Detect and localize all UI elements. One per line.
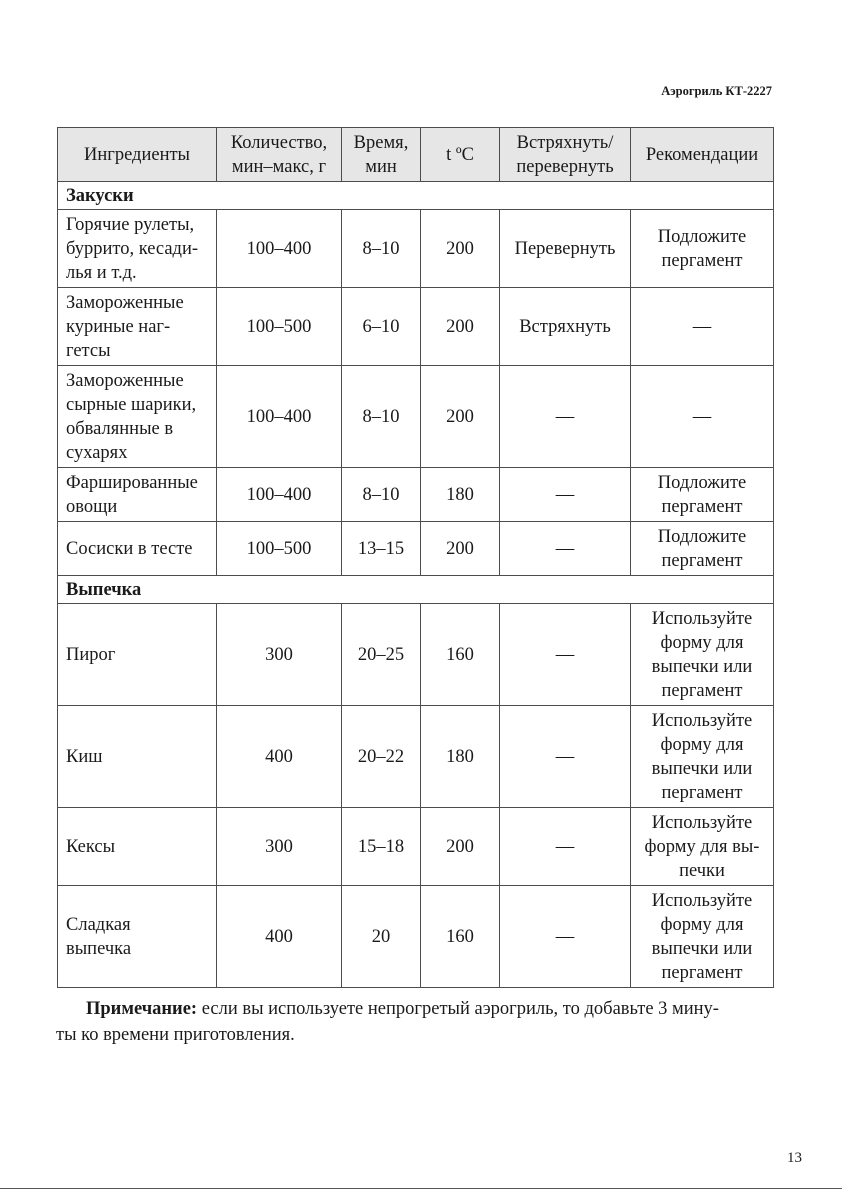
- document-header: Аэрогриль КТ-2227: [661, 84, 772, 98]
- note-text: если вы используете непрогретый аэрогриль, то добавьте 3 мину- ты ко времени приготовления.: [56, 999, 719, 1045]
- temperature-cell: 200: [421, 366, 500, 468]
- table-row: [58, 288, 774, 366]
- ingredient-cell: Сладкая выпечка: [58, 886, 217, 988]
- note-paragraph: [56, 996, 772, 1048]
- shake-cell: —: [500, 886, 631, 988]
- ingredient-cell: Замороженные сырные шарики, обвалянные в сухарях: [58, 366, 217, 468]
- shake-cell: —: [500, 808, 631, 886]
- temperature-cell: 160: [421, 604, 500, 706]
- quantity-cell: 100–400: [217, 366, 342, 468]
- ingredient-cell: Киш: [58, 706, 217, 808]
- recommendation-cell: Подложите пергамент: [631, 522, 774, 576]
- col-quantity: Количество, мин–макс, г: [217, 128, 342, 182]
- shake-cell: —: [500, 706, 631, 808]
- col-temperature: t ºC: [421, 128, 500, 182]
- time-cell: 6–10: [342, 288, 421, 366]
- ingredient-cell: Замороженные куриные наг- гетсы: [58, 288, 217, 366]
- ingredient-cell: Пирог: [58, 604, 217, 706]
- table-header-row: [58, 128, 774, 182]
- ingredient-cell: Фаршированные овощи: [58, 468, 217, 522]
- time-cell: 20–25: [342, 604, 421, 706]
- quantity-cell: 100–500: [217, 522, 342, 576]
- ingredient-cell: Горячие рулеты, буррито, кесади- лья и т.д.: [58, 210, 217, 288]
- time-cell: 20: [342, 886, 421, 988]
- recommendation-cell: Используйте форму для вы- печки: [631, 808, 774, 886]
- temperature-cell: 200: [421, 522, 500, 576]
- recommendation-cell: —: [631, 288, 774, 366]
- table-row: [58, 604, 774, 706]
- col-shake-flip: Встряхнуть/ перевернуть: [500, 128, 631, 182]
- temperature-cell: 160: [421, 886, 500, 988]
- shake-cell: Встряхнуть: [500, 288, 631, 366]
- shake-cell: —: [500, 366, 631, 468]
- col-time: Время, мин: [342, 128, 421, 182]
- temperature-cell: 200: [421, 288, 500, 366]
- quantity-cell: 400: [217, 886, 342, 988]
- time-cell: 8–10: [342, 468, 421, 522]
- quantity-cell: 100–500: [217, 288, 342, 366]
- shake-cell: —: [500, 604, 631, 706]
- temperature-cell: 180: [421, 468, 500, 522]
- quantity-cell: 400: [217, 706, 342, 808]
- recommendation-cell: —: [631, 366, 774, 468]
- recommendation-cell: Подложите пергамент: [631, 468, 774, 522]
- section-title: Закуски: [58, 182, 774, 210]
- ingredient-cell: Сосиски в тесте: [58, 522, 217, 576]
- note-label: Примечание:: [86, 999, 198, 1019]
- quantity-cell: 100–400: [217, 468, 342, 522]
- temperature-cell: 200: [421, 210, 500, 288]
- ingredient-cell: Кексы: [58, 808, 217, 886]
- page-number: 13: [787, 1150, 802, 1166]
- section-row: [58, 182, 774, 210]
- recommendation-cell: Используйте форму для выпечки или пергамент: [631, 604, 774, 706]
- table-row: [58, 522, 774, 576]
- footer-divider: [0, 1188, 842, 1189]
- time-cell: 20–22: [342, 706, 421, 808]
- recommendation-cell: Используйте форму для выпечки или пергамент: [631, 706, 774, 808]
- table-row: [58, 468, 774, 522]
- section-title: Выпечка: [58, 576, 774, 604]
- recommendation-cell: Подложите пергамент: [631, 210, 774, 288]
- time-cell: 13–15: [342, 522, 421, 576]
- col-recommendations: Рекомендации: [631, 128, 774, 182]
- table-row: [58, 706, 774, 808]
- quantity-cell: 300: [217, 604, 342, 706]
- recommendation-cell: Используйте форму для выпечки или пергамент: [631, 886, 774, 988]
- time-cell: 15–18: [342, 808, 421, 886]
- table-row: [58, 210, 774, 288]
- shake-cell: Перевернуть: [500, 210, 631, 288]
- temperature-cell: 200: [421, 808, 500, 886]
- temperature-cell: 180: [421, 706, 500, 808]
- quantity-cell: 100–400: [217, 210, 342, 288]
- col-ingredients: Ингредиенты: [58, 128, 217, 182]
- table-row: [58, 886, 774, 988]
- table-row: [58, 808, 774, 886]
- time-cell: 8–10: [342, 366, 421, 468]
- table-row: [58, 366, 774, 468]
- shake-cell: —: [500, 468, 631, 522]
- shake-cell: —: [500, 522, 631, 576]
- cooking-table: [57, 127, 774, 988]
- time-cell: 8–10: [342, 210, 421, 288]
- section-row: [58, 576, 774, 604]
- quantity-cell: 300: [217, 808, 342, 886]
